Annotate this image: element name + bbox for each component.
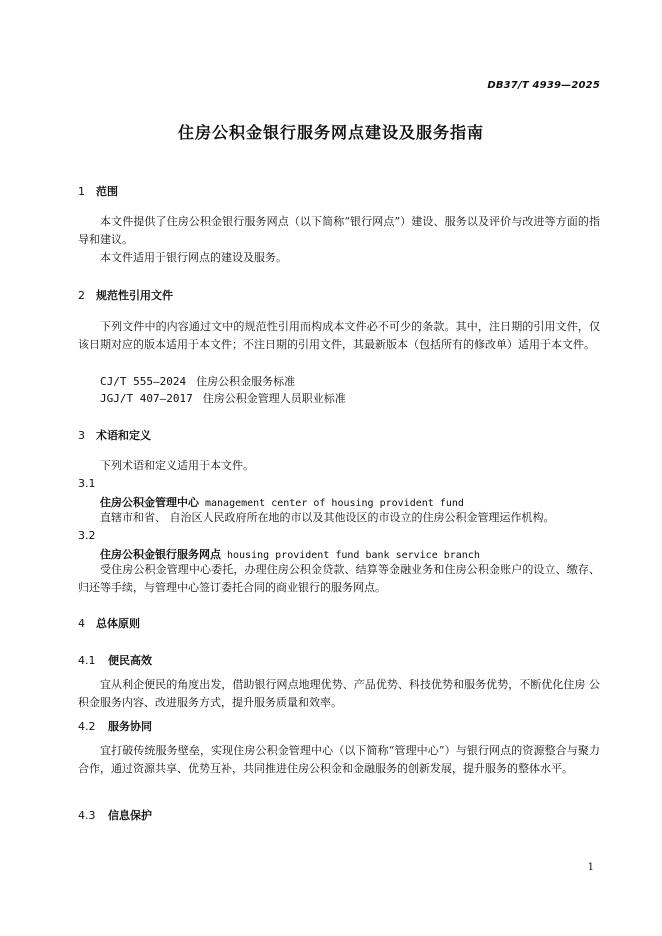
reference-item: CJ/T 555—2024 住房公积金服务标准 (100, 375, 296, 388)
section-3-title: 术语和定义 (96, 429, 151, 442)
page-number: 1 (587, 862, 594, 873)
section-3-heading (78, 427, 151, 443)
term-definition: 受住房公积金管理中心委托，办理住房公积金贷款、结算等金融业务和住房公积金账户的设立、缴存、归还等手续，与管理中心签订委托合同的商业银行的服务网点。 (78, 563, 600, 594)
section-3-number: 3 (78, 429, 85, 442)
term-name-en: management center of housing provident fund (205, 498, 464, 509)
document-title: 住房公积金银行服务网点建设及服务指南 (177, 123, 484, 142)
section-4-title: 总体原则 (96, 617, 140, 630)
term-name-zh: 住房公积金银行服务网点 (100, 548, 221, 561)
reference-item: JGJ/T 407—2017 住房公积金管理人员职业标准 (100, 392, 346, 405)
section-4-number: 4 (78, 617, 85, 630)
section-2-paragraph-1: 下列文件中的内容通过文中的规范性引用而构成本文件必不可少的条款。其中，注日期的引用文件，仅该日期对应的版本适用于本文件；不注日期的引用文件，其最新版本（包括所有的修改单）适用于本文件。 (78, 320, 600, 351)
term-name-en: housing provident fund bank service branch (227, 550, 480, 561)
subsection-paragraph: 宜从利企便民的角度出发，借助银行网点地理优势、产品优势、科技优势和服务优势，不断优化住房 公积金服务内容、改进服务方式，提升服务质量和效率。 (78, 678, 600, 709)
subsection-heading: 4.2 服务协同 (78, 720, 152, 733)
term-name (100, 546, 480, 562)
term-number: 3.2 (78, 529, 96, 542)
section-2-number: 2 (78, 289, 85, 302)
section-1-number: 1 (78, 185, 85, 198)
section-3-intro: 下列术语和定义适用于本文件。 (100, 459, 254, 472)
term-name (100, 494, 464, 510)
section-1-heading (78, 183, 118, 199)
section-1-paragraph-2: 本文件适用于银行网点的建设及服务。 (100, 251, 287, 264)
term-number: 3.1 (78, 477, 96, 490)
section-1-title: 范围 (96, 185, 118, 198)
subsection-heading: 4.1 便民高效 (78, 654, 152, 667)
document-id: DB37/T 4939—2025 (487, 80, 600, 91)
section-1-paragraph-1: 本文件提供了住房公积金银行服务网点（以下简称“银行网点”）建设、服务以及评价与改进等方面的指导和建议。 (78, 215, 600, 246)
section-2-title: 规范性引用文件 (96, 289, 173, 302)
section-4-heading (78, 615, 140, 631)
subsection-paragraph: 宜打破传统服务壁垒，实现住房公积金管理中心（以下简称“管理中心”）与银行网点的资源整合与聚力合作，通过资源共享、优势互补，共同推进住房公积金和金融服务的创新发展，提升服务的整体水平。 (78, 744, 600, 775)
term-name-zh: 住房公积金管理中心 (100, 496, 199, 509)
subsection-heading: 4.3 信息保护 (78, 809, 152, 822)
section-2-heading (78, 287, 173, 303)
term-definition: 直辖市和省、 自治区人民政府所在地的市以及其他设区的市设立的住房公积金管理运作机构。 (100, 511, 555, 524)
